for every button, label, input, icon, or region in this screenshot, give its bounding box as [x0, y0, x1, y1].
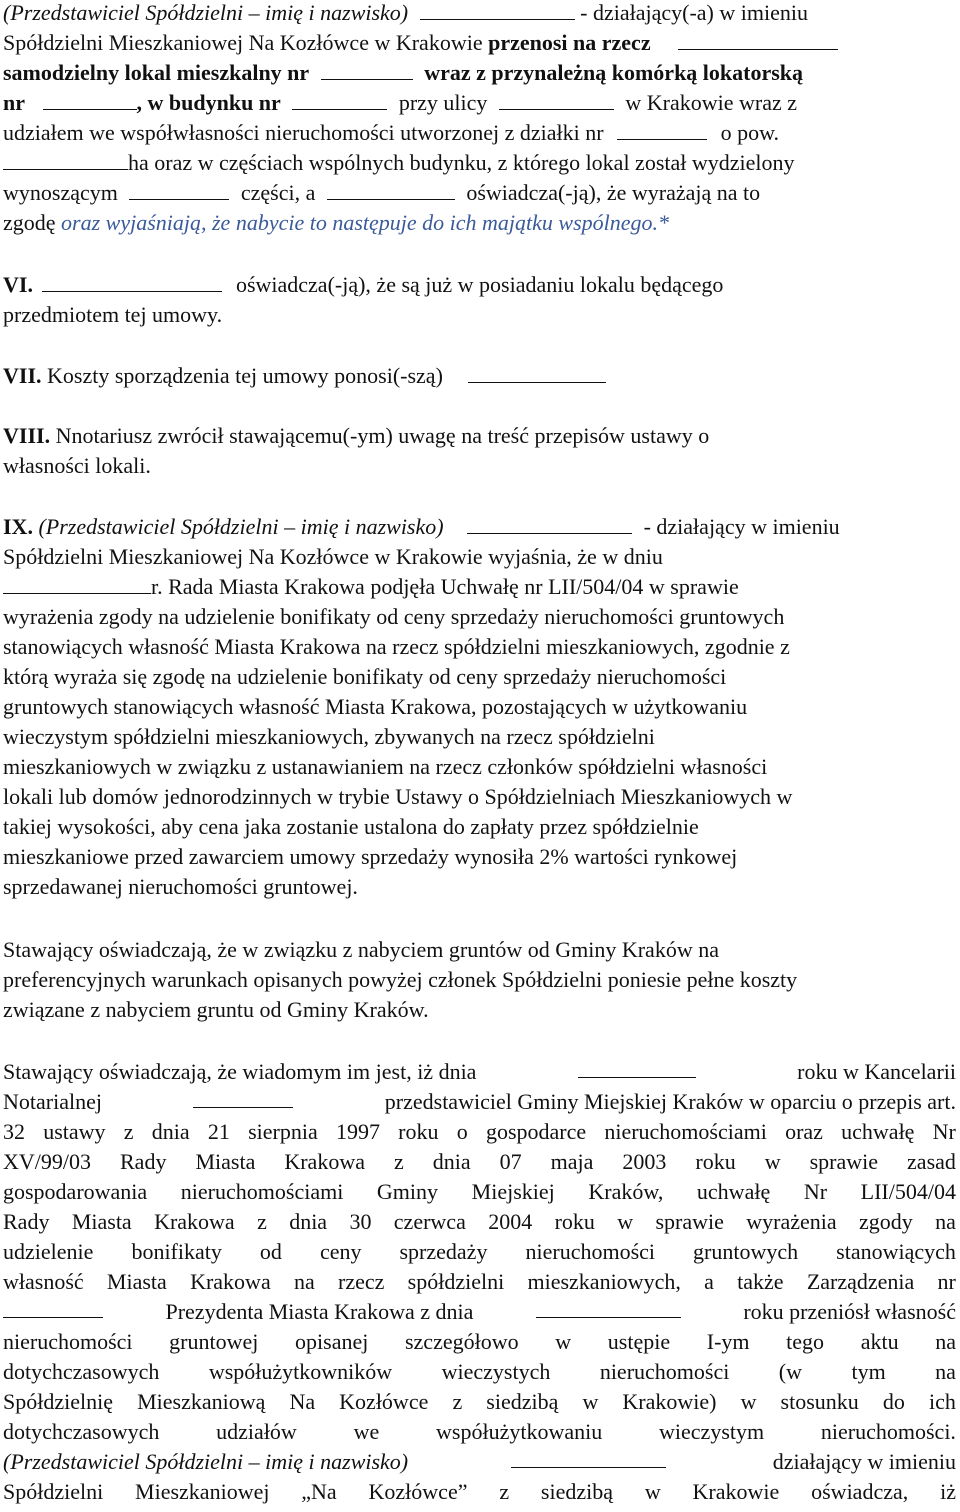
blank-field[interactable] — [321, 59, 413, 80]
line: nr , w budynku nr przy ulicy w Krakowie wraz z — [3, 90, 798, 115]
line: gruntowych stanowiących własność Miasta Krakowa, pozostających w użytkowaniu — [3, 694, 748, 719]
blank-field[interactable] — [511, 1447, 666, 1468]
line: stanowiących własność Miasta Krakowa na rzecz spółdzielni mieszkaniowych, zgodnie z — [3, 634, 790, 659]
line: Prezydenta Miasta Krakowa z dnia roku przeniósł własność — [3, 1297, 956, 1327]
line: wyrażenia zgody na udzielenie bonifikaty od ceny sprzedaży nieruchomości gruntowych — [3, 604, 785, 629]
line: którą wyraża się zgodę na udzielenie bonifikaty od ceny sprzedaży nieruchomości — [3, 664, 727, 689]
line: sprzedawanej nieruchomości gruntowej. — [3, 874, 358, 899]
blank-field[interactable] — [467, 513, 632, 534]
line: dotychczasowych współużytkowników wieczystych nieruchomości (w tym na — [3, 1359, 956, 1384]
blank-field[interactable] — [193, 1087, 293, 1108]
line: takiej wysokości, aby cena jaka zostanie ustalona do zapłaty przez spółdzielnie — [3, 814, 699, 839]
line: wieczystym spółdzielni mieszkaniowych, zbywanych na rzecz spółdzielni — [3, 724, 655, 749]
blank-field[interactable] — [42, 271, 222, 292]
line: r. Rada Miasta Krakowa podjęła Uchwałę nr LII/504/04 w sprawie — [3, 572, 739, 602]
line: Stawający oświadczają, że w związku z nabyciem gruntów od Gminy Kraków na — [3, 937, 719, 962]
blank-field[interactable] — [3, 149, 128, 170]
line: gospodarowania nieruchomościami Gminy Miejskiej Kraków, uchwałę Nr LII/504/04 — [3, 1179, 956, 1204]
line: VI. oświadcza(-ją), że są już w posiadaniu lokalu będącego — [3, 272, 724, 297]
section-number: IX. — [3, 514, 33, 539]
blank-field[interactable] — [3, 1297, 103, 1318]
blank-field[interactable] — [578, 1057, 696, 1078]
line: VIII. Nnotariusz zwrócił stawającemu(-ym) uwagę na treść przepisów ustawy o — [3, 423, 710, 448]
line: dotychczasowych udziałów we współużytkowaniu wieczystym nieruchomości. — [3, 1419, 956, 1444]
blank-field[interactable] — [420, 0, 575, 20]
representative-name-label: (Przedstawiciel Spółdzielni – imię i nazwisko) — [3, 0, 409, 25]
blank-field[interactable] — [536, 1297, 681, 1318]
blank-field[interactable] — [3, 573, 151, 594]
line: udziałem we współwłasności nieruchomości utworzonej z działki nr o pow. — [3, 120, 780, 145]
line: zgodę oraz wyjaśniają, że nabycie to następuje do ich majątku wspólnego.* — [3, 210, 670, 235]
blank-field[interactable] — [468, 362, 606, 383]
line: Rady Miasta Krakowa z dnia 30 czerwca 2004 roku w sprawie wyrażenia zgody na — [3, 1209, 956, 1234]
blank-field[interactable] — [327, 179, 455, 200]
line: własność Miasta Krakowa na rzecz spółdzielni mieszkaniowych, a także Zarządzenia nr — [3, 1269, 956, 1294]
line: (Przedstawiciel Spółdzielni – imię i nazwisko) działający w imieniu — [3, 1449, 956, 1474]
spouse-note: oraz wyjaśniają, że nabycie to następuje do ich majątku wspólnego.* — [61, 210, 670, 235]
line: nieruchomości gruntowej opisanej szczegółowo w ustępie I-ym tego aktu na — [3, 1329, 956, 1354]
line: lokali lub domów jednorodzinnych w trybie Ustawy o Spółdzielniach Mieszkaniowych w — [3, 784, 793, 809]
line: XV/99/03 Rady Miasta Krakowa z dnia 07 maja 2003 roku w sprawie zasad — [3, 1149, 956, 1174]
line: wynoszącym części, a oświadcza(-ją), że wyrażają na to — [3, 180, 761, 205]
line: IX. (Przedstawiciel Spółdzielni – imię i nazwisko) - działający w imieniu — [3, 514, 840, 539]
line: przedmiotem tej umowy. — [3, 302, 223, 327]
line: mieszkaniowe przed zawarciem umowy sprzedaży wynosiła 2% wartości rynkowej — [3, 844, 738, 869]
blank-field[interactable] — [129, 179, 229, 200]
line: ha oraz w częściach wspólnych budynku, z którego lokal został wydzielony — [3, 148, 795, 178]
line: Spółdzielni Mieszkaniowej Na Kozłówce w Krakowie wyjaśnia, że w dniu — [3, 544, 663, 569]
blank-field[interactable] — [499, 89, 614, 110]
section-number: VI. — [3, 272, 33, 297]
line: samodzielny lokal mieszkalny nr wraz z przynależną komórką lokatorską — [3, 60, 804, 85]
line: (Przedstawiciel Spółdzielni – imię i nazwisko) - działający(-a) w imieniu — [3, 0, 808, 25]
blank-field[interactable] — [43, 89, 137, 110]
section-number: VIII. — [3, 423, 51, 448]
line: Spółdzielni Mieszkaniowej Na Kozłówce w Krakowie przenosi na rzecz — [3, 28, 838, 58]
line: udzielenie bonifikaty od ceny sprzedaży nieruchomości gruntowych stanowiących — [3, 1239, 956, 1264]
line: Spółdzielni Mieszkaniowej „Na Kozłówce” z siedzibą w Krakowie oświadcza, iż — [3, 1479, 956, 1504]
line: związane z nabyciem gruntu od Gminy Kraków. — [3, 997, 429, 1022]
line: preferencyjnych warunkach opisanych powyżej członek Spółdzielni poniesie pełne koszty — [3, 967, 798, 992]
line: własności lokali. — [3, 453, 151, 478]
blank-field[interactable] — [292, 89, 387, 110]
line: 32 ustawy z dnia 21 sierpnia 1997 roku o gospodarce nieruchomościami oraz uchwałę Nr — [3, 1119, 956, 1144]
line: Stawający oświadczają, że wiadomym im jest, iż dnia roku w Kancelarii — [3, 1059, 956, 1084]
line: Spółdzielnię Mieszkaniową Na Kozłówce z siedzibą w Krakowie) w stosunku do ich — [3, 1389, 956, 1414]
section-number: VII. — [3, 363, 42, 388]
line: Notarialnej przedstawiciel Gminy Miejskiej Kraków w oparciu o przepis art. — [3, 1089, 956, 1114]
line: VII. Koszty sporządzenia tej umowy ponosi(-szą) — [3, 361, 606, 391]
blank-field[interactable] — [678, 29, 838, 50]
line: mieszkaniowych w związku z ustanawianiem na rzecz członków spółdzielni własności — [3, 754, 768, 779]
blank-field[interactable] — [617, 119, 707, 140]
